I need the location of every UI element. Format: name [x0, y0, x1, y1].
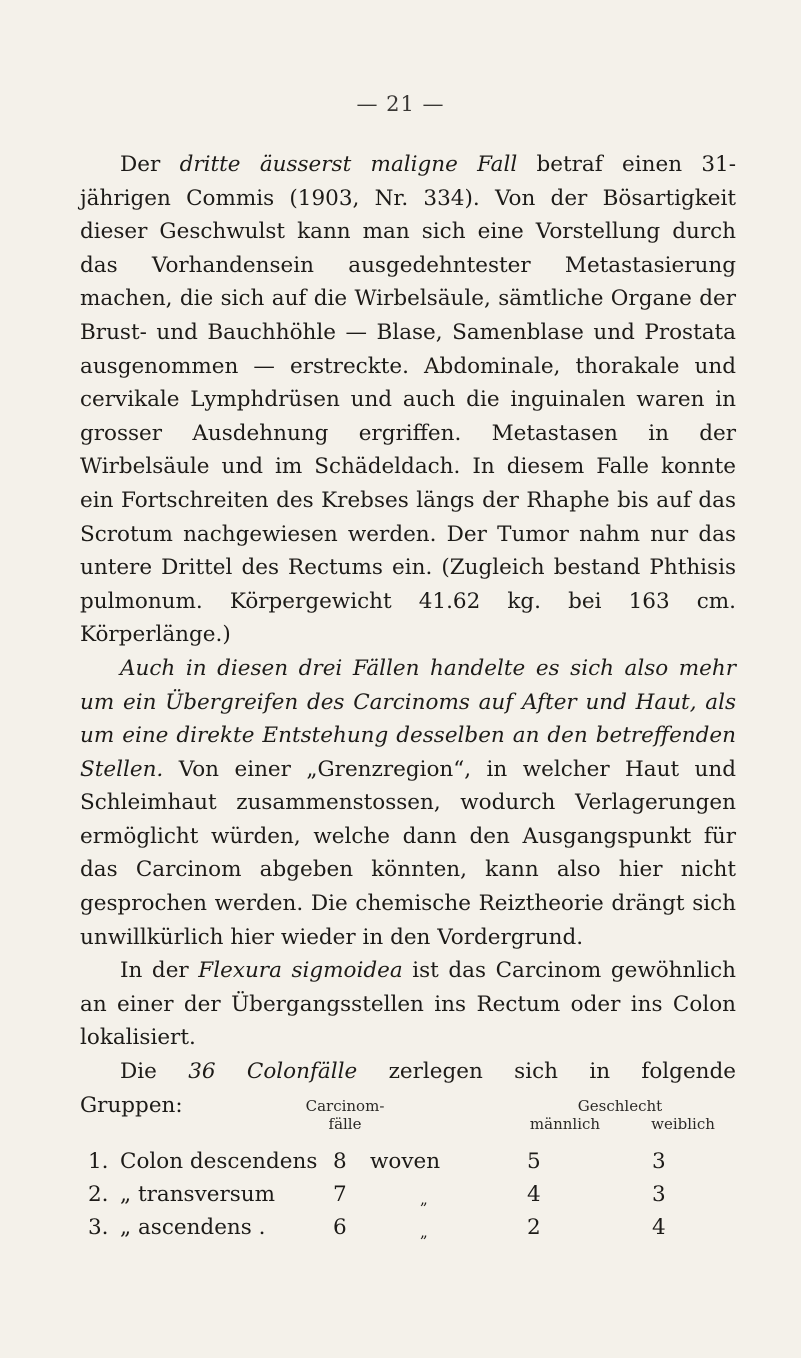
p1-lead: Der — [120, 152, 180, 177]
col-carcinom: Carcinom- fälle — [305, 1097, 385, 1133]
cell-m: 4 — [527, 1182, 541, 1207]
cell-w: 3 — [652, 1149, 666, 1174]
cell-num: 2. — [88, 1182, 109, 1207]
col-maennlich: männlich — [529, 1115, 601, 1133]
col-weiblich: weiblich — [651, 1115, 715, 1133]
table-row — [80, 1149, 770, 1182]
p2-rest: Von einer „Grenzregion“, in welcher Haut und Schleimhaut zusammenstossen, wodurch Verlagerungen ermöglicht würden, welche dann den Ausgangspunkt für das Carcinom abgeben könnten, kann also hier nicht gesprochen werden. Die chemische Reiztheorie drängt sich unwillkürlich hier wieder in den Vordergrund. — [80, 756, 736, 950]
p1-rest: betraf einen 31-jährigen Commis (1903, Nr. 334). Von der Bösartigkeit dieser Geschwulst kann man sich eine Vorstellung durch das Vorhandensein ausgedehntester Metastasierung machen, die sich auf die Wirbelsäule, sämtliche Organe der Brust- und Bauchhöhle — Blase, Samenblase und Prostata ausgenommen — erstreckte. Abdominale, thorakale und cervikale Lymphdrüsen und auch die inguinalen waren in grosser Ausdehnung ergriffen. Metastasen in der Wirbelsäule und im Schädeldach. In diesem Falle konnte ein Fortschreiten des Krebses längs der Rhaphe bis auf das Scrotum nachgewiesen werden. Der Tumor nahm nur das untere Drittel des Rectums ein. (Zugleich bestand Phthisis pulmonum. Körpergewicht 41.62 kg. bei 163 cm. Körperlänge.) — [80, 152, 736, 648]
cell-count: 8 — [333, 1149, 347, 1174]
cell-woven: „ — [420, 1223, 428, 1241]
p4-rest: zerlegen sich in folgende — [357, 1059, 736, 1085]
cell-name: „ ascendens . — [120, 1215, 266, 1240]
p4-lead: Die — [120, 1059, 189, 1085]
cell-num: 3. — [88, 1215, 109, 1240]
paragraph-2 — [80, 652, 736, 954]
table-row — [80, 1215, 770, 1248]
table-rows — [80, 1149, 770, 1248]
cell-num: 1. — [88, 1149, 109, 1174]
cell-w: 4 — [652, 1215, 666, 1240]
paragraph-1 — [80, 148, 736, 652]
table-header — [80, 1097, 770, 1141]
cell-w: 3 — [652, 1182, 666, 1207]
col-geschlecht: Geschlecht — [577, 1097, 663, 1115]
p4-italic: 36 Colonfälle — [188, 1059, 358, 1085]
paragraph-4-tail: Gruppen: — [80, 1092, 183, 1118]
p2-italic: Auch in diesen drei Fällen handelte es sich also mehr um ein Übergreifen des Carcinoms auf After und Haut, als um eine direkte Entstehung desselben an den betreffenden Stellen. — [80, 655, 736, 782]
cell-count: 6 — [333, 1215, 347, 1240]
cell-woven: woven — [370, 1149, 441, 1174]
cell-name: Colon descendens — [120, 1149, 318, 1174]
cell-m: 5 — [527, 1149, 541, 1174]
body-text — [80, 148, 736, 1122]
cell-woven: „ — [420, 1190, 428, 1208]
p3-lead: In der — [120, 958, 199, 984]
page-number: — 21 — — [356, 92, 445, 116]
table-row — [80, 1182, 770, 1215]
cell-count: 7 — [333, 1182, 347, 1207]
paragraph-4 — [80, 1055, 736, 1089]
cell-m: 2 — [527, 1215, 541, 1240]
cell-name: „ transversum — [120, 1182, 276, 1207]
p3-italic: Flexura sigmoidea — [198, 958, 403, 984]
p3-rest: ist das Carcinom gewöhnlich an einer der Übergangsstellen ins Rectum oder ins Colon lokalisiert. — [80, 958, 737, 1051]
paragraph-3 — [80, 954, 736, 1055]
p1-italic: dritte äusserst maligne Fall — [179, 152, 518, 177]
